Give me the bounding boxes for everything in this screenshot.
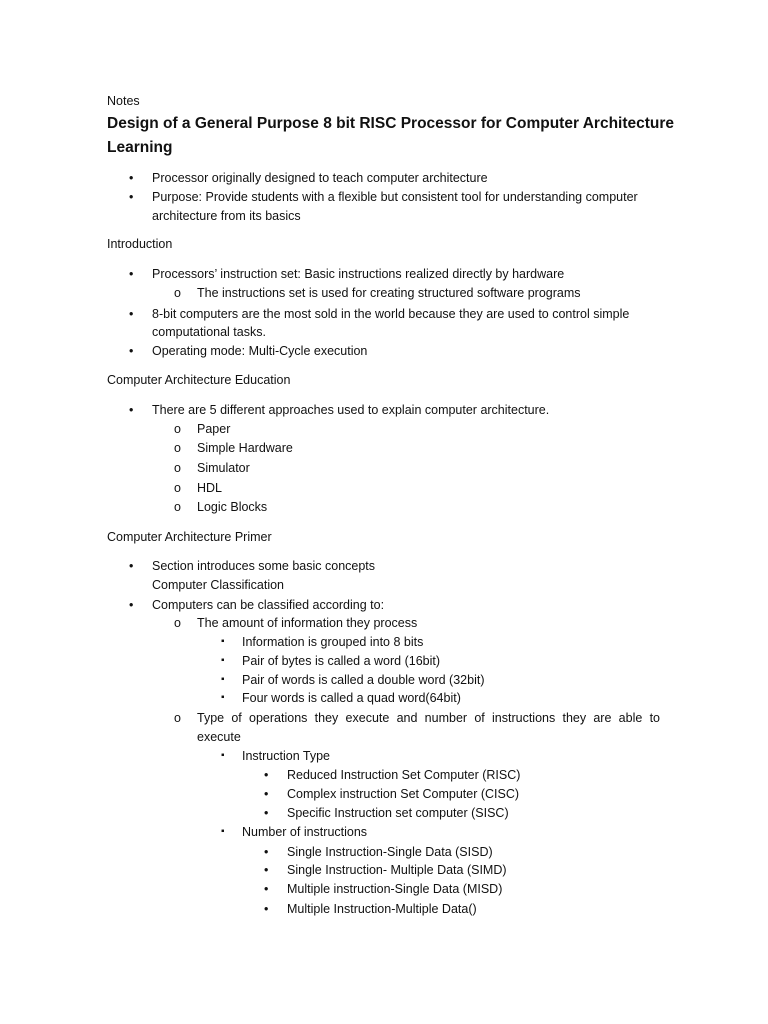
circle-bullet: o: [174, 461, 181, 475]
square-bullet: ▪: [221, 750, 225, 761]
disc-bullet: •: [129, 403, 134, 417]
list-item: Purpose: Provide students with a flexible but consistent tool for understanding computer: [152, 190, 638, 204]
level-4-list-item: Multiple instruction-Single Data (MISD): [287, 882, 503, 896]
list-item: There are 5 different approaches used to explain computer architecture.: [152, 403, 550, 417]
disc-bullet: •: [129, 267, 134, 281]
circle-bullet: o: [174, 500, 181, 514]
list-item-continuation: computational tasks.: [152, 325, 266, 339]
level-4-list-item: Specific Instruction set computer (SISC): [287, 806, 509, 820]
circle-bullet: o: [174, 616, 181, 630]
list-item: Processors’ instruction set: Basic instructions realized directly by hardware: [152, 267, 565, 281]
disc-bullet: •: [264, 882, 269, 896]
disc-bullet: •: [129, 559, 134, 573]
sub-list-item: Logic Blocks: [197, 500, 268, 514]
square-bullet: ▪: [221, 655, 225, 666]
sub-list-item: Simulator: [197, 461, 250, 475]
level-4-list-item: Reduced Instruction Set Computer (RISC): [287, 768, 521, 782]
square-bullet: ▪: [221, 826, 225, 837]
disc-bullet: •: [264, 863, 269, 877]
list-item: 8-bit computers are the most sold in the world because they are used to control simple: [152, 307, 630, 321]
level-4-list-item: Single Instruction-Single Data (SISD): [287, 845, 493, 859]
disc-bullet: •: [264, 845, 269, 859]
sub-sub-list-item: Four words is called a quad word(64bit): [242, 691, 461, 705]
sub-sub-list-item: Instruction Type: [242, 749, 331, 763]
disc-bullet: •: [129, 598, 134, 612]
section-heading-introduction: Introduction: [107, 237, 173, 251]
disc-bullet: •: [129, 344, 134, 358]
sub-sub-list-item: Number of instructions: [242, 825, 368, 839]
list-item-continuation: architecture from its basics: [152, 209, 301, 223]
section-heading-primer: Computer Architecture Primer: [107, 530, 272, 544]
square-bullet: ▪: [221, 692, 225, 703]
document-title-line-1: Design of a General Purpose 8 bit RISC Processor for Computer Architecture: [107, 115, 675, 132]
level-4-list-item: Complex instruction Set Computer (CISC): [287, 787, 520, 801]
sub-sub-list-item: Pair of bytes is called a word (16bit): [242, 654, 441, 668]
level-4-list-item: Multiple Instruction-Multiple Data(): [287, 902, 477, 916]
square-bullet: ▪: [221, 636, 225, 647]
list-item: Processor originally designed to teach computer architecture: [152, 171, 488, 185]
section-heading-education: Computer Architecture Education: [107, 373, 291, 387]
square-bullet: ▪: [221, 674, 225, 685]
disc-bullet: •: [264, 806, 269, 820]
disc-bullet: •: [129, 171, 134, 185]
sub-sub-list-item: Pair of words is called a double word (32bit): [242, 673, 485, 687]
circle-bullet: o: [174, 422, 181, 436]
circle-bullet: o: [174, 711, 181, 725]
list-item: Computers can be classified according to:: [152, 598, 385, 612]
list-item: Operating mode: Multi-Cycle execution: [152, 344, 368, 358]
disc-bullet: •: [264, 787, 269, 801]
sub-list-item: Type of operations they execute and number of instructions they are able to: [197, 711, 660, 725]
sub-list-item: The instructions set is used for creating structured software programs: [197, 286, 581, 300]
disc-bullet: •: [264, 768, 269, 782]
disc-bullet: •: [129, 190, 134, 204]
sub-list-item: HDL: [197, 481, 223, 495]
circle-bullet: o: [174, 286, 181, 300]
sub-sub-list-item: Information is grouped into 8 bits: [242, 635, 424, 649]
circle-bullet: o: [174, 441, 181, 455]
sub-list-item: The amount of information they process: [197, 616, 418, 630]
document-title-line-2: Learning: [107, 139, 173, 156]
sub-list-item: Simple Hardware: [197, 441, 293, 455]
level-4-list-item: Single Instruction- Multiple Data (SIMD): [287, 863, 507, 877]
disc-bullet: •: [129, 307, 134, 321]
list-item: Section introduces some basic concepts: [152, 559, 376, 573]
sub-list-item-continuation: execute: [197, 730, 241, 744]
disc-bullet: •: [264, 902, 269, 916]
circle-bullet: o: [174, 481, 181, 495]
notes-label: Notes: [107, 94, 140, 108]
sub-list-item: Paper: [197, 422, 231, 436]
list-item-continuation: Computer Classification: [152, 578, 284, 592]
